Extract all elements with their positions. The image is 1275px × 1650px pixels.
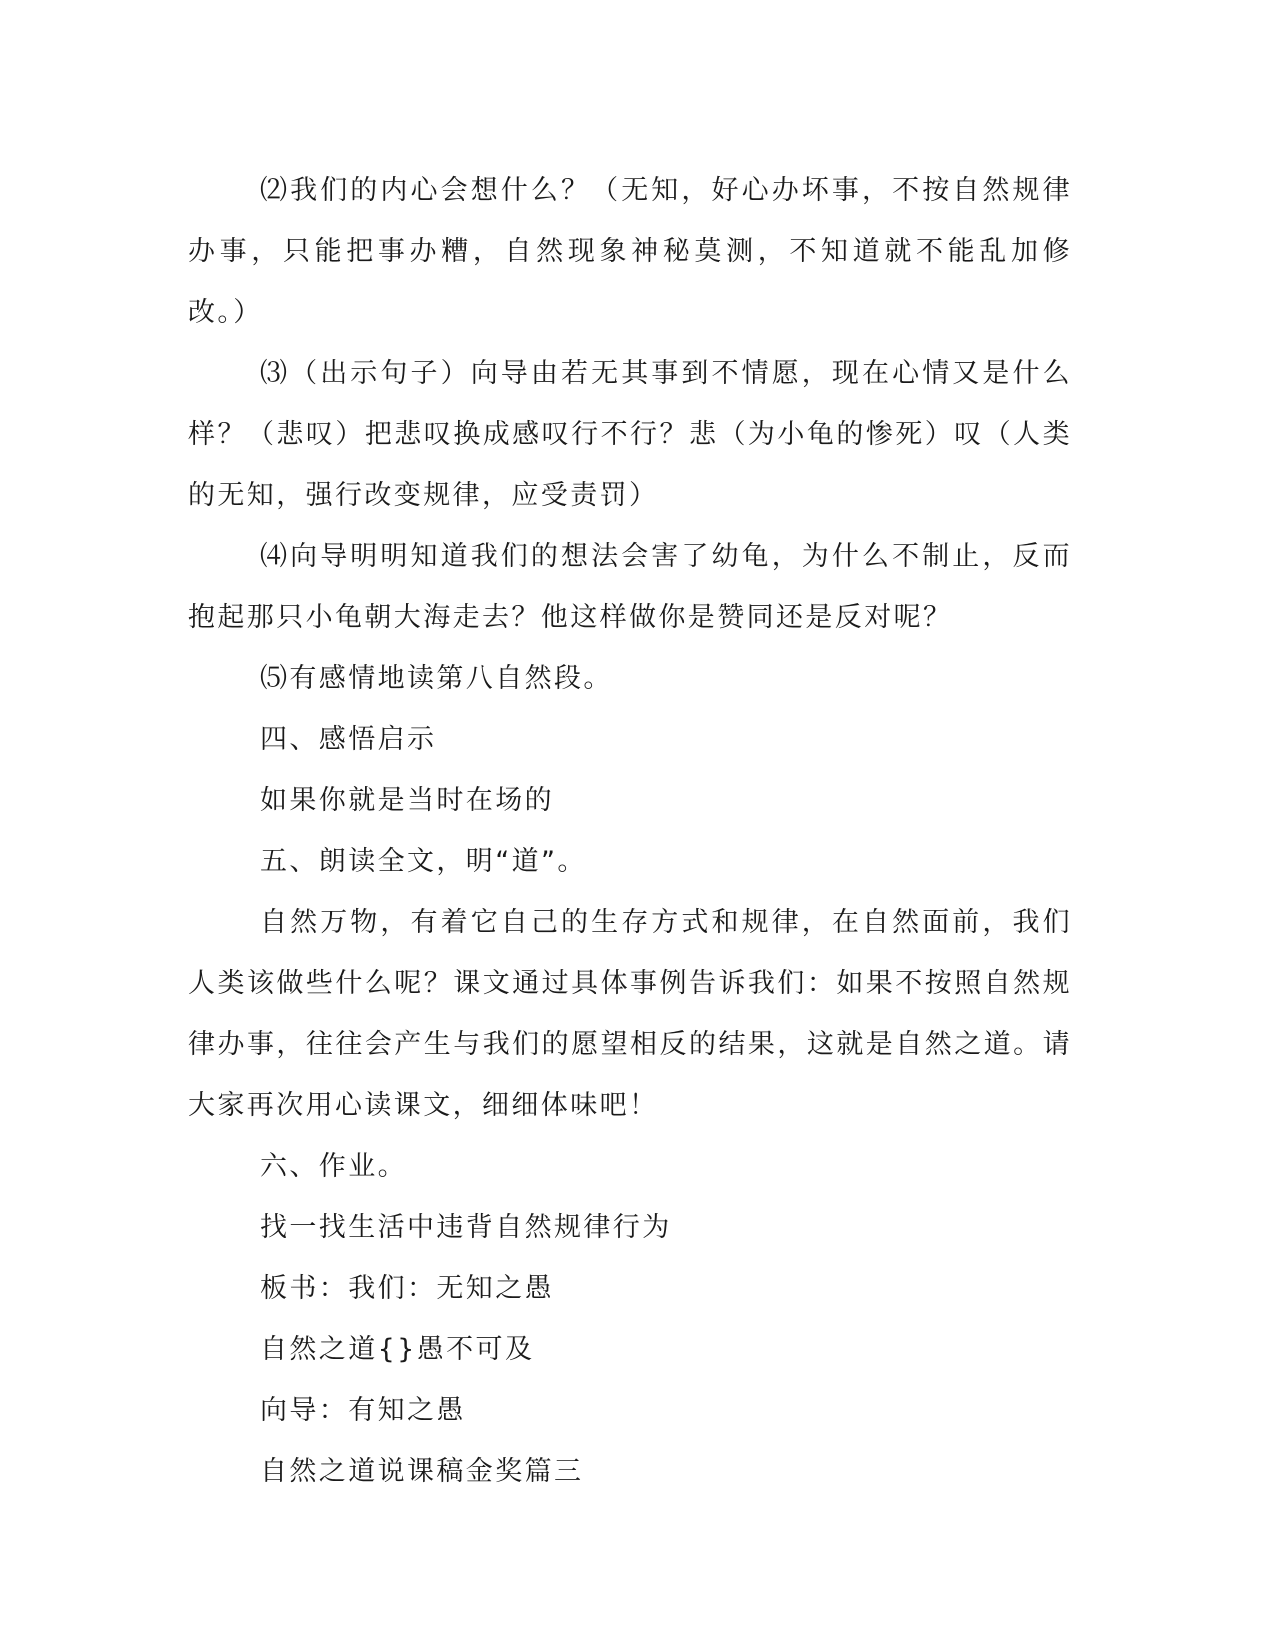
paragraph-question-3: ⑶（出示句子）向导由若无其事到不情愿，现在心情又是什么样？（悲叹）把悲叹换成感叹行不行？悲（为小龟的惨死）叹（人类的无知，强行改变规律，应受责罚）	[188, 358, 1072, 511]
section-heading-5: 五、朗读全文，明“道”。	[260, 846, 587, 877]
blackboard-line-2: 自然之道{}愚不可及	[260, 1334, 535, 1365]
blackboard-line-3: 向导：有知之愚	[260, 1395, 466, 1426]
paragraph-homework: 找一找生活中违背自然规律行为	[260, 1212, 672, 1243]
section-heading-6: 六、作业。	[260, 1151, 407, 1182]
paragraph-summary: 自然万物，有着它自己的生存方式和规律，在自然面前，我们人类该做些什么呢？课文通过具体事例告诉我们：如果不按照自然规律办事，往往会产生与我们的愿望相反的结果，这就是自然之道。请大家再次用心读课文，细细体味吧！	[188, 907, 1072, 1121]
paragraph-question-4: ⑷向导明明知道我们的想法会害了幼龟，为什么不制止，反而抱起那只小龟朝大海走去？他这样做你是赞同还是反对呢？	[188, 541, 1072, 633]
paragraph-prompt: 如果你就是当时在场的	[260, 785, 554, 816]
document-body	[188, 160, 1072, 1502]
paragraph-question-5: ⑸有感情地读第八自然段。	[260, 663, 613, 694]
paragraph-question-2: ⑵我们的内心会想什么？（无知，好心办坏事，不按自然规律办事，只能把事办糟，自然现象神秘莫测，不知道就不能乱加修改。）	[188, 175, 1072, 328]
blackboard-line-1: 板书：我们：无知之愚	[260, 1273, 554, 1304]
next-section-title: 自然之道说课稿金奖篇三	[260, 1456, 584, 1487]
section-heading-4: 四、感悟启示	[260, 724, 437, 755]
